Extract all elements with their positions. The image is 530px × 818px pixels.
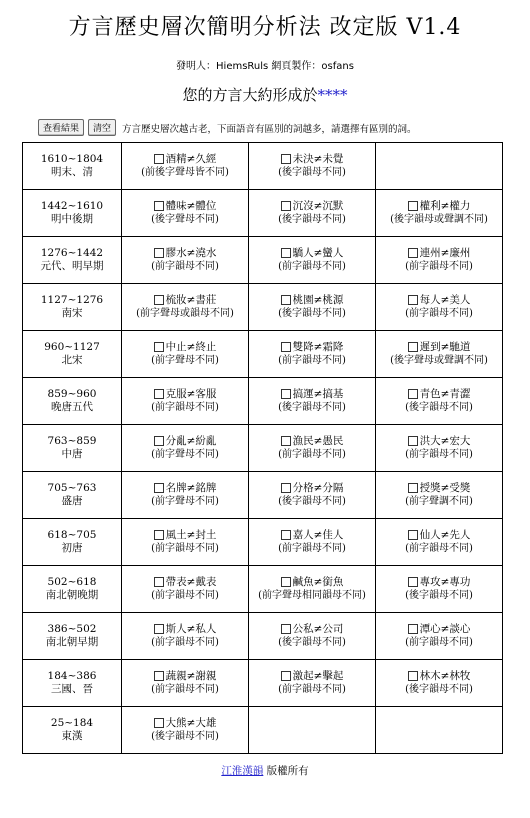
word-pair-cell xyxy=(122,566,249,613)
checkbox[interactable] xyxy=(154,201,164,211)
period-cell xyxy=(23,425,122,472)
word-pair-option[interactable] xyxy=(249,341,375,354)
toolbar xyxy=(38,119,530,136)
result-heading-text: 您的方言大約形成於 xyxy=(182,86,318,104)
word-pair-note: (前字韻母不同) xyxy=(151,637,219,648)
table-row xyxy=(23,613,503,660)
word-pair-option[interactable] xyxy=(376,247,502,260)
footer-copyright: 版權所有 xyxy=(266,765,309,777)
credits: 發明人：HiemsRuls 網頁製作：osfans xyxy=(176,61,354,72)
checkbox[interactable] xyxy=(281,624,291,634)
word-pair-text: 漁民≠愚民 xyxy=(292,435,344,447)
checkbox[interactable] xyxy=(281,671,291,681)
checkbox[interactable] xyxy=(408,530,418,540)
word-pair-note: (前字韻母不同) xyxy=(278,261,346,272)
word-pair-option[interactable] xyxy=(122,717,248,730)
result-heading xyxy=(0,84,530,105)
word-pair-option[interactable] xyxy=(122,341,248,354)
period-years: 705~763 xyxy=(47,482,97,494)
period-cell xyxy=(23,519,122,566)
word-pair-cell xyxy=(376,613,503,660)
checkbox[interactable] xyxy=(281,577,291,587)
word-pair-option[interactable] xyxy=(249,200,375,213)
table-row xyxy=(23,331,503,378)
word-pair-note: (後字韻母不同) xyxy=(278,637,346,648)
word-pair-text: 膠水≠澆水 xyxy=(165,247,217,259)
word-pair-text: 專攻≠專功 xyxy=(419,576,471,588)
word-pair-note: (前字聲母不同) xyxy=(151,355,219,366)
word-pair-note: (後字韻母不同) xyxy=(405,402,473,413)
word-pair-text: 蔬親≠謝親 xyxy=(165,670,217,682)
checkbox[interactable] xyxy=(281,248,291,258)
period-cell xyxy=(23,472,122,519)
word-pair-option[interactable] xyxy=(249,576,375,589)
period-era: 南宋 xyxy=(61,307,83,319)
checkbox[interactable] xyxy=(154,248,164,258)
empty-cell xyxy=(249,707,376,754)
word-pair-text: 授獎≠受獎 xyxy=(419,482,471,494)
checkbox[interactable] xyxy=(281,483,291,493)
word-pair-note: (前字聲母不同) xyxy=(151,496,219,507)
word-pair-text: 分亂≠紛亂 xyxy=(165,435,217,447)
word-pair-text: 連州≠廉州 xyxy=(419,247,471,259)
word-pair-option[interactable] xyxy=(376,623,502,636)
checkbox[interactable] xyxy=(408,671,418,681)
word-pair-option[interactable] xyxy=(376,482,502,495)
period-years: 618~705 xyxy=(47,529,97,541)
period-years: 1442~1610 xyxy=(40,200,104,212)
checkbox[interactable] xyxy=(281,154,291,164)
word-pair-note: (前字聲調不同) xyxy=(405,496,473,507)
checkbox[interactable] xyxy=(408,342,418,352)
checkbox[interactable] xyxy=(408,389,418,399)
word-pair-option[interactable] xyxy=(249,294,375,307)
word-pair-text: 體味≠體位 xyxy=(165,200,217,212)
period-years: 1127~1276 xyxy=(40,294,104,306)
word-pair-note: (前字韻母不同) xyxy=(151,590,219,601)
word-pair-option[interactable] xyxy=(122,388,248,401)
checkbox[interactable] xyxy=(281,295,291,305)
word-pair-note: (後字韻母不同) xyxy=(278,402,346,413)
word-pair-cell xyxy=(122,378,249,425)
empty-cell xyxy=(376,707,503,754)
word-pair-note: (後字韻母不同) xyxy=(278,496,346,507)
word-pair-note: (前字韻母不同) xyxy=(278,543,346,554)
word-pair-option[interactable] xyxy=(376,435,502,448)
word-pair-text: 青色≠青澀 xyxy=(419,388,471,400)
word-pair-cell xyxy=(249,237,376,284)
word-pair-note: (前字韻母不同) xyxy=(405,449,473,460)
word-pair-cell xyxy=(122,707,249,754)
word-pair-option[interactable] xyxy=(249,247,375,260)
footer xyxy=(0,763,530,778)
word-pair-option[interactable] xyxy=(376,200,502,213)
word-pair-option[interactable] xyxy=(376,294,502,307)
period-era: 中唐 xyxy=(61,448,83,460)
word-pair-note: (後字韻母不同) xyxy=(278,308,346,319)
period-cell xyxy=(23,143,122,190)
table-row xyxy=(23,378,503,425)
checkbox[interactable] xyxy=(408,201,418,211)
word-pair-option[interactable] xyxy=(249,153,375,166)
word-pair-cell xyxy=(122,237,249,284)
word-pair-note: (後字韻母或聲調不同) xyxy=(390,214,488,225)
checkbox[interactable] xyxy=(154,577,164,587)
word-pair-cell xyxy=(122,472,249,519)
period-cell xyxy=(23,284,122,331)
word-pair-cell xyxy=(376,331,503,378)
word-pair-cell xyxy=(122,284,249,331)
checkbox[interactable] xyxy=(408,248,418,258)
word-pair-note: (前字韻母不同) xyxy=(405,308,473,319)
word-pair-text: 遲到≠馳道 xyxy=(419,341,471,353)
table-row xyxy=(23,566,503,613)
checkbox[interactable] xyxy=(154,389,164,399)
word-pair-note: (後字韻母不同) xyxy=(278,167,346,178)
word-pair-note: (後字韻母不同) xyxy=(278,214,346,225)
period-years: 184~386 xyxy=(47,670,97,682)
word-pair-option[interactable] xyxy=(122,247,248,260)
word-pair-cell xyxy=(376,190,503,237)
word-pair-text: 桃園≠桃源 xyxy=(292,294,344,306)
word-pair-note: (前字韻母不同) xyxy=(151,684,219,695)
word-pair-note: (前字韻母不同) xyxy=(405,261,473,272)
word-pair-cell xyxy=(249,425,376,472)
word-pair-cell xyxy=(249,566,376,613)
word-pair-option[interactable] xyxy=(122,294,248,307)
word-pair-text: 克服≠客服 xyxy=(165,388,217,400)
clear-button[interactable]: 清空 xyxy=(88,119,116,136)
word-pair-option[interactable] xyxy=(376,341,502,354)
word-pair-cell xyxy=(122,425,249,472)
table-row xyxy=(23,284,503,331)
word-pair-text: 名牌≠銘牌 xyxy=(165,482,217,494)
checkbox[interactable] xyxy=(408,295,418,305)
word-pair-option[interactable] xyxy=(122,576,248,589)
word-pair-cell xyxy=(249,331,376,378)
word-pair-option[interactable] xyxy=(249,435,375,448)
word-pair-text: 嘉人≠佳人 xyxy=(292,529,344,541)
word-pair-text: 梳妝≠書莊 xyxy=(165,294,217,306)
word-pair-cell xyxy=(122,660,249,707)
period-era: 晚唐五代 xyxy=(51,401,93,413)
word-pair-text: 未決≠未覺 xyxy=(292,153,344,165)
word-pair-note: (前字韻母不同) xyxy=(405,637,473,648)
word-pair-text: 中止≠終止 xyxy=(165,341,217,353)
checkbox[interactable] xyxy=(154,718,164,728)
word-pair-option[interactable] xyxy=(249,482,375,495)
checkbox[interactable] xyxy=(154,342,164,352)
word-pair-option[interactable] xyxy=(249,623,375,636)
word-pair-note: (前字聲母相同韻母不同) xyxy=(258,590,366,601)
checkbox[interactable] xyxy=(281,342,291,352)
period-era: 元代、明早期 xyxy=(40,260,104,272)
period-era: 東漢 xyxy=(61,730,83,742)
word-pair-text: 潭心≠談心 xyxy=(419,623,471,635)
checkbox[interactable] xyxy=(154,624,164,634)
word-pair-note: (前字韻母不同) xyxy=(151,402,219,413)
word-pair-cell xyxy=(376,425,503,472)
word-pair-note: (前字韻母不同) xyxy=(278,449,346,460)
checkbox[interactable] xyxy=(408,577,418,587)
word-pair-text: 權利≠權力 xyxy=(419,200,471,212)
period-years: 502~618 xyxy=(47,576,97,588)
table-row xyxy=(23,519,503,566)
word-pair-option[interactable] xyxy=(376,670,502,683)
footer-link[interactable]: 江淮漢韻 xyxy=(221,765,264,777)
word-pair-cell xyxy=(122,143,249,190)
word-pair-text: 帶表≠戴表 xyxy=(165,576,217,588)
word-pair-text: 分格≠分隔 xyxy=(292,482,344,494)
word-pair-table xyxy=(22,142,503,754)
word-pair-note: (後字韻母不同) xyxy=(405,590,473,601)
word-pair-cell xyxy=(376,519,503,566)
empty-cell xyxy=(376,143,503,190)
period-years: 386~502 xyxy=(47,623,97,635)
word-pair-text: 斯人≠私人 xyxy=(165,623,217,635)
period-era: 北宋 xyxy=(61,354,83,366)
checkbox[interactable] xyxy=(281,389,291,399)
word-pair-option[interactable] xyxy=(122,670,248,683)
period-years: 1610~1804 xyxy=(40,153,104,165)
word-pair-cell xyxy=(249,613,376,660)
checkbox[interactable] xyxy=(154,671,164,681)
word-pair-note: (後字韻母不同) xyxy=(151,731,219,742)
instruction-text: 方言歷史層次越古老，下面語音有區別的詞越多，請選擇有區別的詞。 xyxy=(122,123,417,135)
word-pair-note: (前字韻母不同) xyxy=(405,543,473,554)
checkbox[interactable] xyxy=(281,530,291,540)
word-pair-cell xyxy=(249,519,376,566)
word-pair-text: 每人≠美人 xyxy=(419,294,471,306)
checkbox[interactable] xyxy=(154,436,164,446)
word-pair-option[interactable] xyxy=(376,576,502,589)
table-row xyxy=(23,472,503,519)
word-pair-text: 鹹魚≠銜魚 xyxy=(292,576,344,588)
word-pair-note: (前字聲母或韻母不同) xyxy=(136,308,234,319)
period-years: 25~184 xyxy=(50,717,94,729)
word-pair-cell xyxy=(249,472,376,519)
word-pair-text: 驕人≠蠻人 xyxy=(292,247,344,259)
checkbox[interactable] xyxy=(408,624,418,634)
checkbox[interactable] xyxy=(408,436,418,446)
view-results-button[interactable]: 查看結果 xyxy=(38,119,84,136)
word-pair-note: (後字韻母不同) xyxy=(405,684,473,695)
word-pair-text: 大熊≠大雄 xyxy=(165,717,217,729)
period-cell xyxy=(23,331,122,378)
table-row xyxy=(23,707,503,754)
word-pair-text: 林木≠林牧 xyxy=(419,670,471,682)
word-pair-option[interactable] xyxy=(249,529,375,542)
table-row xyxy=(23,143,503,190)
table-row xyxy=(23,425,503,472)
word-pair-note: (前字韻母不同) xyxy=(151,543,219,554)
word-pair-option[interactable] xyxy=(122,529,248,542)
word-pair-option[interactable] xyxy=(122,435,248,448)
word-pair-cell xyxy=(376,566,503,613)
word-pair-note: (前字韻母不同) xyxy=(151,261,219,272)
word-pair-cell xyxy=(249,143,376,190)
period-cell xyxy=(23,566,122,613)
word-pair-option[interactable] xyxy=(376,388,502,401)
word-pair-text: 公私≠公司 xyxy=(292,623,344,635)
word-pair-text: 仙人≠先人 xyxy=(419,529,471,541)
word-pair-cell xyxy=(376,237,503,284)
period-era: 明中後期 xyxy=(51,213,93,225)
word-pair-option[interactable] xyxy=(122,200,248,213)
checkbox[interactable] xyxy=(281,436,291,446)
period-cell xyxy=(23,237,122,284)
period-era: 三國、晉 xyxy=(51,683,93,695)
page-title: 方言歷史層次簡明分析法 改定版 V1.4 xyxy=(68,15,462,40)
checkbox[interactable] xyxy=(408,483,418,493)
checkbox[interactable] xyxy=(154,154,164,164)
word-pair-note: (後字聲母不同) xyxy=(151,214,219,225)
checkbox[interactable] xyxy=(154,483,164,493)
word-pair-text: 搞運≠搞基 xyxy=(292,388,344,400)
period-years: 859~960 xyxy=(47,388,97,400)
word-pair-cell xyxy=(376,284,503,331)
word-pair-cell xyxy=(249,378,376,425)
period-era: 初唐 xyxy=(61,542,83,554)
word-pair-option[interactable] xyxy=(122,623,248,636)
period-era: 盛唐 xyxy=(61,495,83,507)
word-pair-note: (前字聲母不同) xyxy=(151,449,219,460)
table-row xyxy=(23,190,503,237)
period-era: 南北朝晚期 xyxy=(45,589,99,601)
period-years: 763~859 xyxy=(47,435,97,447)
word-pair-cell xyxy=(376,660,503,707)
word-pair-cell xyxy=(122,519,249,566)
result-stars: **** xyxy=(317,86,348,104)
word-pair-note: (後字聲母或聲調不同) xyxy=(390,355,488,366)
period-cell xyxy=(23,190,122,237)
period-cell xyxy=(23,707,122,754)
word-pair-text: 酒精≠久經 xyxy=(165,153,217,165)
period-years: 1276~1442 xyxy=(40,247,104,259)
period-cell xyxy=(23,378,122,425)
word-pair-option[interactable] xyxy=(249,388,375,401)
word-pair-option[interactable] xyxy=(249,670,375,683)
period-era: 明末、清 xyxy=(51,166,93,178)
word-pair-cell xyxy=(122,190,249,237)
table-row xyxy=(23,660,503,707)
table-row xyxy=(23,237,503,284)
word-pair-text: 風土≠封土 xyxy=(165,529,217,541)
word-pair-cell xyxy=(249,660,376,707)
word-pair-option[interactable] xyxy=(122,482,248,495)
word-pair-note: (前後字聲母皆不同) xyxy=(141,167,229,178)
checkbox[interactable] xyxy=(154,530,164,540)
period-cell xyxy=(23,660,122,707)
period-years: 960~1127 xyxy=(44,341,100,353)
word-pair-cell xyxy=(249,190,376,237)
word-pair-cell xyxy=(376,472,503,519)
word-pair-option[interactable] xyxy=(376,529,502,542)
word-pair-cell xyxy=(376,378,503,425)
word-pair-cell xyxy=(122,331,249,378)
word-pair-text: 洪大≠宏大 xyxy=(419,435,471,447)
period-cell xyxy=(23,613,122,660)
word-pair-note: (前字韻母不同) xyxy=(278,684,346,695)
word-pair-text: 激起≠擊起 xyxy=(292,670,344,682)
word-pair-cell xyxy=(249,284,376,331)
period-era: 南北朝早期 xyxy=(45,636,99,648)
word-pair-note: (前字韻母不同) xyxy=(278,355,346,366)
checkbox[interactable] xyxy=(154,295,164,305)
word-pair-text: 雙降≠霜降 xyxy=(292,341,344,353)
checkbox[interactable] xyxy=(281,201,291,211)
word-pair-text: 沉沒≠沉默 xyxy=(292,200,344,212)
word-pair-cell xyxy=(122,613,249,660)
word-pair-option[interactable] xyxy=(122,153,248,166)
